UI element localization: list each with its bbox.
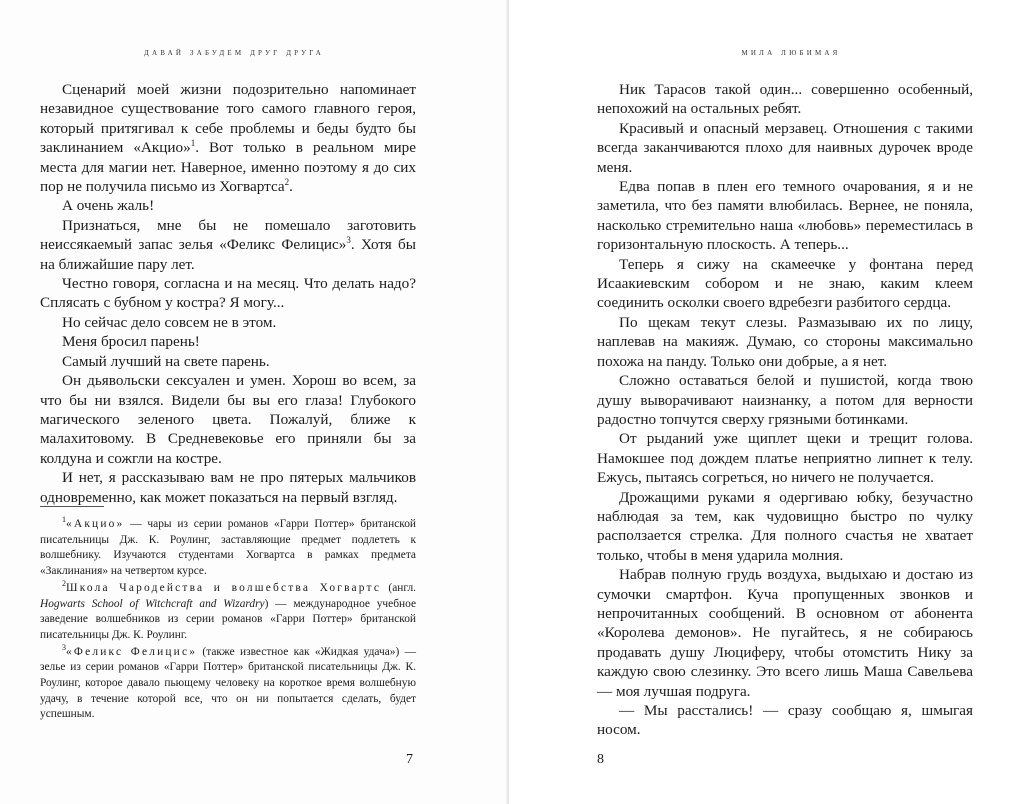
footnote-2	[40, 581, 416, 644]
footnote-ref-2[interactable]: 2	[284, 176, 290, 187]
paragraph: Ник Тарасов такой один... совершенно особенный, непохожий на остальных ребят.	[597, 81, 973, 118]
paragraph: Дрожащими руками я одергиваю юбку, безучастно наблюдая за тем, как чудовищно быстро по чулку расползается стрелка. Для полного счастья не хватает только, чтобы в меня ударила молния.	[597, 488, 973, 564]
footnote-text: (также известное как «Жидкая удача») — зелье из серии романов «Гарри Поттер» британской писательницы Дж. К. Роулинг, которое давало пьющему человеку на короткое время волшебную удачу, в течение которой все, что он ни попытается сделать, будет успешным.	[40, 645, 416, 721]
footnote-term: «Акцио»	[66, 518, 125, 530]
paragraph: И нет, я рассказываю вам не про пятерых мальчиков одновременно, как может показаться на первый взгляд.	[40, 469, 416, 506]
right-body-text	[597, 80, 973, 740]
paragraph: А очень жаль!	[62, 197, 155, 215]
paragraph: Красивый и опасный мерзавец. Отношения с такими всегда заканчиваются плохо для наивных дурочек вроде меня.	[597, 119, 973, 176]
paragraph: Теперь я сижу на скамеечке у фонтана перед Исаакиевским собором и не знаю, каким клеем соединить осколки своего вдребезги разбитого сердца.	[597, 255, 973, 312]
paragraph: Но сейчас дело совсем не в этом.	[62, 313, 277, 331]
paragraph: Едва попав в плен его темного очарования, я и не заметила, что без памяти влюбилась. Вернее, не поняла, насколько стремительно наша «любовь» переместилась в горизонтальную плоскость. А теперь...	[597, 178, 973, 254]
footnote-1	[40, 517, 416, 580]
page-number-right: 8	[597, 752, 604, 767]
footnote-text: — чары из серии романов «Гарри Поттер» британской писательницы Дж. К. Роулинг, заставляющие предмет подлететь к волшебнику. Изучаются студентами Хогвартса в рамках предмета «Заклинания» на четвертом курсе.	[40, 518, 416, 578]
left-body-text	[40, 80, 416, 507]
footnote-term: «Феликс Фелицис»	[66, 645, 198, 658]
footnote-divider	[40, 506, 104, 507]
paragraph: От рыданий уже щиплет щеки и трещит голова. Намокшее под дождем платье неприятно липнет к телу. Ежусь, пытаясь согреться, но ничего не получается.	[597, 430, 973, 487]
paragraph-text: . Хотя бы на ближайшие пару лет.	[40, 236, 416, 273]
page-number-left: 7	[406, 752, 413, 767]
running-head-right: мила любимая	[741, 47, 841, 58]
paragraph-text: Признаться, мне бы не помешало заготовить неиссякаемый запас зелья «Феликс Фелицис»	[40, 216, 416, 254]
footnote-italic: Hogwarts School of Witchcraft and Wizardry	[40, 597, 265, 610]
footnote-text: (англ.	[381, 581, 416, 594]
footnote-mark: 1	[62, 515, 66, 525]
paragraph-text: . Вот только в реальном мире места для магии нет. Наверное, именно поэтому я до сих пор не получила письмо из Хогвартса	[40, 139, 417, 196]
paragraph: — Мы расстались! — сразу сообщаю я, шмыгая носом.	[597, 702, 973, 739]
running-head-left: давай забудем друг друга	[144, 47, 324, 58]
footnote-ref-1[interactable]: 1	[190, 138, 196, 149]
paragraph	[40, 80, 416, 196]
footnote-text: ) — международное учебное заведение волшебников из серии романов «Гарри Поттер» британской писательницы Дж. К. Роулинг.	[40, 597, 416, 641]
footnotes	[40, 517, 416, 724]
right-page	[509, 0, 1017, 804]
footnote-mark: 3	[62, 642, 66, 652]
footnote-ref-3[interactable]: 3	[346, 235, 351, 246]
footnote-3	[40, 642, 416, 724]
left-page	[0, 0, 508, 804]
paragraph: Набрав полную грудь воздуха, выдыхаю и достаю из сумочки смартфон. Куча пропущенных звонков и непрочитанных сообщений. В основном от абонента «Королева демонов». Не пугайтесь, я не собираюсь продавать душу Люциферу, чтобы отомстить Нику за каждую свою слезинку. Это всего лишь Маша Савельева — моя лучшая подруга.	[597, 566, 973, 700]
paragraph: Честно говоря, согласна и на месяц. Что делать надо? Сплясать с бубном у костра? Я могу...	[40, 275, 416, 312]
paragraph: Меня бросил парень!	[62, 333, 200, 351]
paragraph: Сложно оставаться белой и пушистой, когда твою душу выворачивают наизнанку, а потом для верности радостно топчутся сверху грязными ботинками.	[597, 372, 973, 428]
footnote-mark: 2	[62, 579, 66, 589]
paragraph-text: .	[289, 178, 293, 196]
paragraph: Он дьявольски сексуален и умен. Хорош во всем, за что бы ни взялся. Видели бы вы его глаза! Глубокого магического зеленого цвета. Пожалуй, ближе к малахитовому. В Средневековье его приняли бы за колдуна и сожгли на костре.	[40, 372, 416, 467]
paragraph: По щекам текут слезы. Размазываю их по лицу, наплевав на макияж. Думаю, со стороны максимально похожа на панду. Только они добрые, а я нет.	[597, 313, 973, 370]
paragraph: Самый лучший на свете парень.	[62, 352, 270, 370]
paragraph	[40, 216, 416, 274]
footnote-term: Школа Чародейства и волшебства Хогвартс	[66, 581, 382, 594]
paragraph-text: Сценарий моей жизни подозрительно напоминает незавидное существование того самого главного героя, который притягивал к себе проблемы и беды будто бы заклинанием «Акцио»	[40, 81, 416, 157]
